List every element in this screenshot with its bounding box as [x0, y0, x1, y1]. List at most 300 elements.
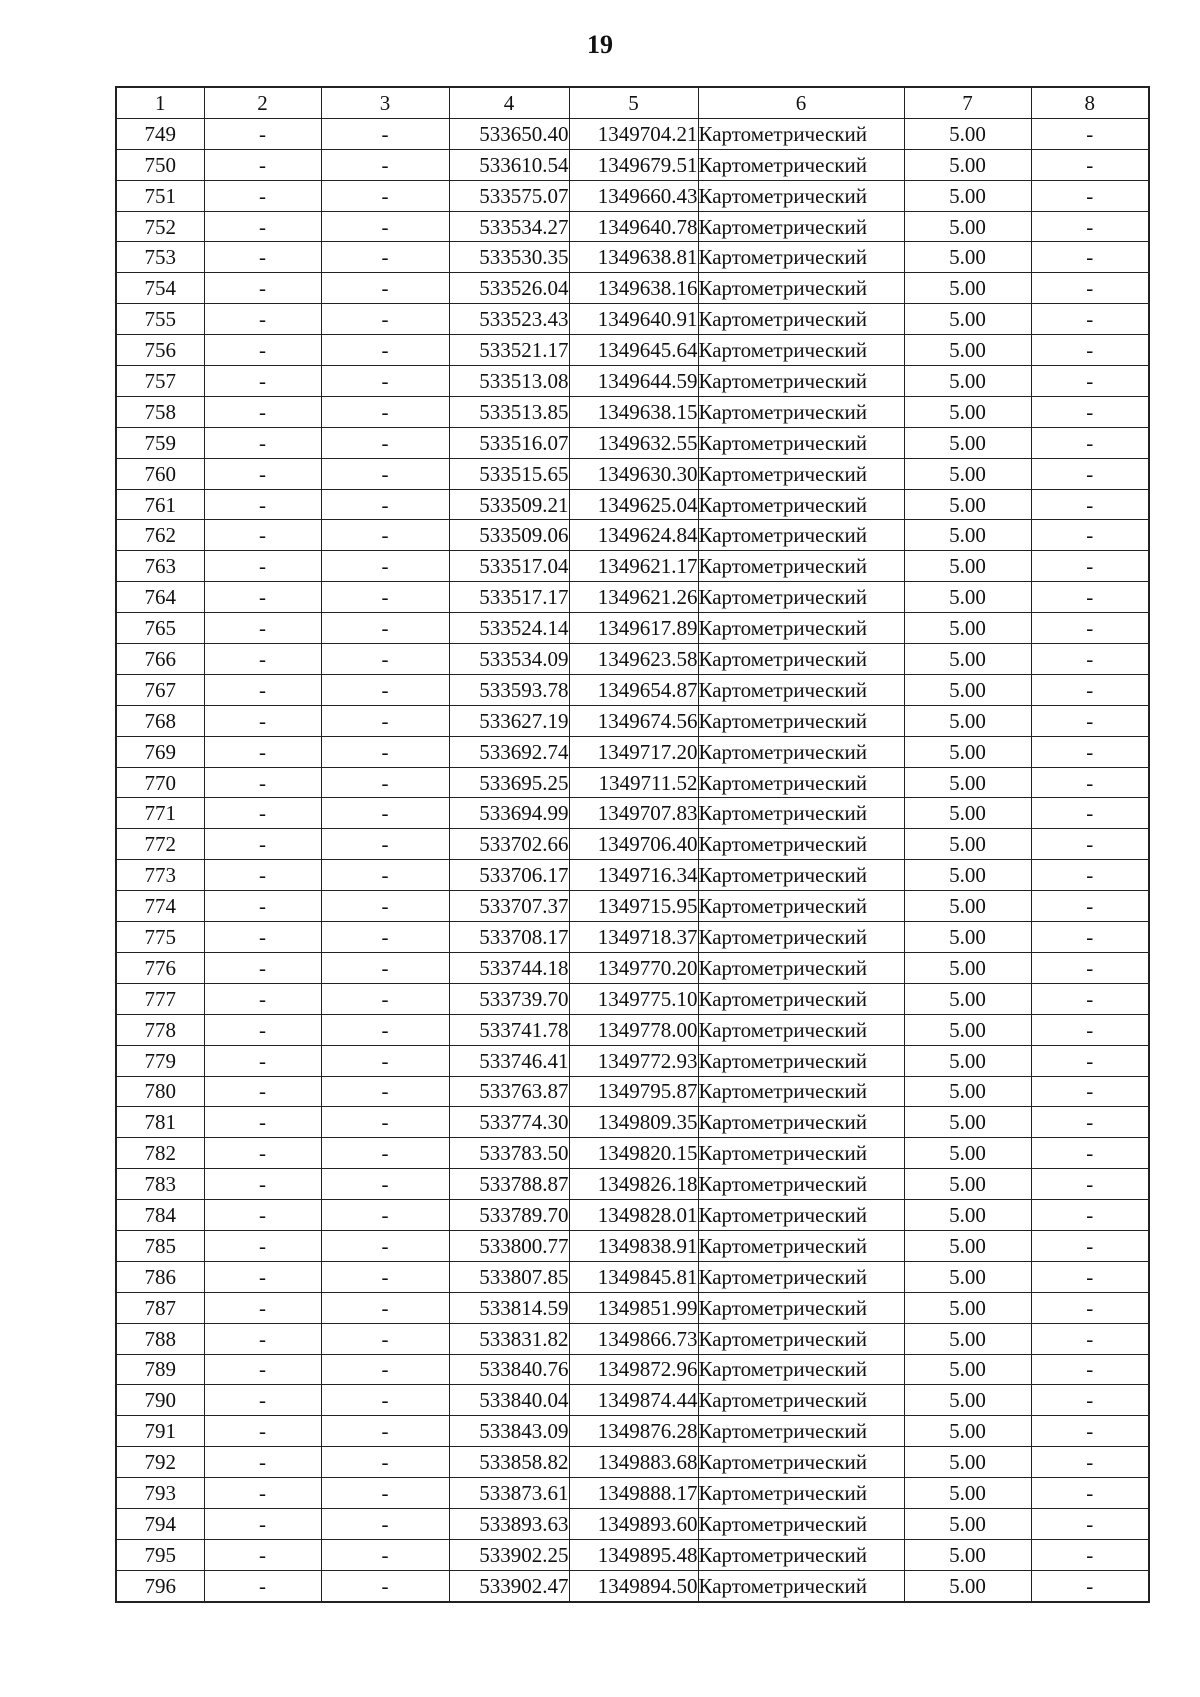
accuracy-cell: 5.00	[904, 952, 1031, 983]
point-number-cell: 774	[116, 891, 204, 922]
x-coordinate-cell: 533800.77	[449, 1230, 569, 1261]
page-number: 19	[587, 30, 613, 59]
method-cell: Картометрический	[698, 551, 904, 582]
col8-value-cell: -	[1031, 149, 1149, 180]
col2-value-cell: -	[204, 1138, 321, 1169]
accuracy-cell: 5.00	[904, 520, 1031, 551]
accuracy-cell: 5.00	[904, 396, 1031, 427]
accuracy-cell: 5.00	[904, 489, 1031, 520]
x-coordinate-cell: 533741.78	[449, 1014, 569, 1045]
col2-value-cell: -	[204, 1200, 321, 1231]
method-cell: Картометрический	[698, 1385, 904, 1416]
point-number-cell: 759	[116, 427, 204, 458]
x-coordinate-cell: 533515.65	[449, 458, 569, 489]
x-coordinate-cell: 533858.82	[449, 1447, 569, 1478]
method-cell: Картометрический	[698, 273, 904, 304]
table-row	[116, 582, 1149, 613]
col2-value-cell: -	[204, 1014, 321, 1045]
x-coordinate-cell: 533513.08	[449, 366, 569, 397]
col8-value-cell: -	[1031, 1261, 1149, 1292]
col2-value-cell: -	[204, 674, 321, 705]
method-cell: Картометрический	[698, 798, 904, 829]
col8-value-cell: -	[1031, 1478, 1149, 1509]
accuracy-cell: 5.00	[904, 1416, 1031, 1447]
table-row	[116, 922, 1149, 953]
table-row	[116, 520, 1149, 551]
col8-value-cell: -	[1031, 1508, 1149, 1539]
accuracy-cell: 5.00	[904, 551, 1031, 582]
col3-value-cell: -	[321, 1076, 449, 1107]
point-number-cell: 756	[116, 335, 204, 366]
point-number-cell: 762	[116, 520, 204, 551]
col2-value-cell: -	[204, 860, 321, 891]
table-row	[116, 304, 1149, 335]
col2-value-cell: -	[204, 891, 321, 922]
method-cell: Картометрический	[698, 674, 904, 705]
col8-value-cell: -	[1031, 489, 1149, 520]
col3-value-cell: -	[321, 798, 449, 829]
x-coordinate-cell: 533744.18	[449, 952, 569, 983]
table-row	[116, 1076, 1149, 1107]
col3-value-cell: -	[321, 613, 449, 644]
col8-value-cell: -	[1031, 242, 1149, 273]
accuracy-cell: 5.00	[904, 829, 1031, 860]
y-coordinate-cell: 1349809.35	[569, 1107, 698, 1138]
x-coordinate-cell: 533843.09	[449, 1416, 569, 1447]
y-coordinate-cell: 1349826.18	[569, 1169, 698, 1200]
accuracy-cell: 5.00	[904, 1107, 1031, 1138]
method-cell: Картометрический	[698, 489, 904, 520]
y-coordinate-cell: 1349883.68	[569, 1447, 698, 1478]
point-number-cell: 772	[116, 829, 204, 860]
point-number-cell: 769	[116, 736, 204, 767]
x-coordinate-cell: 533763.87	[449, 1076, 569, 1107]
col3-value-cell: -	[321, 1570, 449, 1601]
accuracy-cell: 5.00	[904, 1076, 1031, 1107]
accuracy-cell: 5.00	[904, 767, 1031, 798]
col3-value-cell: -	[321, 335, 449, 366]
point-number-cell: 758	[116, 396, 204, 427]
col8-value-cell: -	[1031, 1416, 1149, 1447]
point-number-cell: 773	[116, 860, 204, 891]
table-row	[116, 613, 1149, 644]
col8-value-cell: -	[1031, 644, 1149, 675]
x-coordinate-cell: 533534.09	[449, 644, 569, 675]
col8-value-cell: -	[1031, 335, 1149, 366]
accuracy-cell: 5.00	[904, 891, 1031, 922]
table-row	[116, 798, 1149, 829]
col8-value-cell: -	[1031, 1076, 1149, 1107]
x-coordinate-cell: 533650.40	[449, 118, 569, 149]
table-row	[116, 674, 1149, 705]
table-row	[116, 767, 1149, 798]
point-number-cell: 751	[116, 180, 204, 211]
x-coordinate-cell: 533902.25	[449, 1539, 569, 1570]
col2-value-cell: -	[204, 829, 321, 860]
table-row	[116, 1014, 1149, 1045]
x-coordinate-cell: 533814.59	[449, 1292, 569, 1323]
point-number-cell: 763	[116, 551, 204, 582]
col3-value-cell: -	[321, 860, 449, 891]
accuracy-cell: 5.00	[904, 1385, 1031, 1416]
y-coordinate-cell: 1349654.87	[569, 674, 698, 705]
method-cell: Картометрический	[698, 613, 904, 644]
col2-value-cell: -	[204, 489, 321, 520]
table-row	[116, 1354, 1149, 1385]
col3-value-cell: -	[321, 520, 449, 551]
col8-value-cell: -	[1031, 551, 1149, 582]
y-coordinate-cell: 1349828.01	[569, 1200, 698, 1231]
col8-value-cell: -	[1031, 1014, 1149, 1045]
table-row	[116, 242, 1149, 273]
method-cell: Картометрический	[698, 1169, 904, 1200]
col3-value-cell: -	[321, 983, 449, 1014]
y-coordinate-cell: 1349640.91	[569, 304, 698, 335]
table-row	[116, 1138, 1149, 1169]
col3-value-cell: -	[321, 1169, 449, 1200]
column-header: 6	[698, 87, 904, 118]
col8-value-cell: -	[1031, 613, 1149, 644]
col8-value-cell: -	[1031, 1323, 1149, 1354]
method-cell: Картометрический	[698, 118, 904, 149]
method-cell: Картометрический	[698, 1539, 904, 1570]
col2-value-cell: -	[204, 1045, 321, 1076]
y-coordinate-cell: 1349623.58	[569, 644, 698, 675]
col2-value-cell: -	[204, 458, 321, 489]
col2-value-cell: -	[204, 952, 321, 983]
x-coordinate-cell: 533593.78	[449, 674, 569, 705]
col8-value-cell: -	[1031, 427, 1149, 458]
col3-value-cell: -	[321, 644, 449, 675]
col2-value-cell: -	[204, 736, 321, 767]
x-coordinate-cell: 533610.54	[449, 149, 569, 180]
col3-value-cell: -	[321, 273, 449, 304]
method-cell: Картометрический	[698, 736, 904, 767]
y-coordinate-cell: 1349895.48	[569, 1539, 698, 1570]
col3-value-cell: -	[321, 1200, 449, 1231]
col8-value-cell: -	[1031, 458, 1149, 489]
x-coordinate-cell: 533807.85	[449, 1261, 569, 1292]
accuracy-cell: 5.00	[904, 1230, 1031, 1261]
x-coordinate-cell: 533708.17	[449, 922, 569, 953]
table-row	[116, 1385, 1149, 1416]
x-coordinate-cell: 533902.47	[449, 1570, 569, 1601]
method-cell: Картометрический	[698, 396, 904, 427]
x-coordinate-cell: 533840.76	[449, 1354, 569, 1385]
col8-value-cell: -	[1031, 1539, 1149, 1570]
table-row	[116, 366, 1149, 397]
x-coordinate-cell: 533509.21	[449, 489, 569, 520]
method-cell: Картометрический	[698, 891, 904, 922]
col8-value-cell: -	[1031, 922, 1149, 953]
y-coordinate-cell: 1349775.10	[569, 983, 698, 1014]
accuracy-cell: 5.00	[904, 674, 1031, 705]
point-number-cell: 785	[116, 1230, 204, 1261]
x-coordinate-cell: 533788.87	[449, 1169, 569, 1200]
col2-value-cell: -	[204, 1261, 321, 1292]
col2-value-cell: -	[204, 242, 321, 273]
y-coordinate-cell: 1349630.30	[569, 458, 698, 489]
col3-value-cell: -	[321, 922, 449, 953]
y-coordinate-cell: 1349644.59	[569, 366, 698, 397]
y-coordinate-cell: 1349866.73	[569, 1323, 698, 1354]
method-cell: Картометрический	[698, 1508, 904, 1539]
col2-value-cell: -	[204, 705, 321, 736]
table-row	[116, 551, 1149, 582]
accuracy-cell: 5.00	[904, 458, 1031, 489]
col8-value-cell: -	[1031, 829, 1149, 860]
col3-value-cell: -	[321, 489, 449, 520]
accuracy-cell: 5.00	[904, 180, 1031, 211]
col2-value-cell: -	[204, 644, 321, 675]
accuracy-cell: 5.00	[904, 983, 1031, 1014]
x-coordinate-cell: 533517.17	[449, 582, 569, 613]
col3-value-cell: -	[321, 180, 449, 211]
method-cell: Картометрический	[698, 1076, 904, 1107]
method-cell: Картометрический	[698, 644, 904, 675]
method-cell: Картометрический	[698, 582, 904, 613]
col2-value-cell: -	[204, 1107, 321, 1138]
x-coordinate-cell: 533694.99	[449, 798, 569, 829]
x-coordinate-cell: 533739.70	[449, 983, 569, 1014]
table-row	[116, 1508, 1149, 1539]
col2-value-cell: -	[204, 180, 321, 211]
col3-value-cell: -	[321, 242, 449, 273]
accuracy-cell: 5.00	[904, 644, 1031, 675]
table-row	[116, 1292, 1149, 1323]
point-number-cell: 779	[116, 1045, 204, 1076]
x-coordinate-cell: 533526.04	[449, 273, 569, 304]
col2-value-cell: -	[204, 1447, 321, 1478]
table-row	[116, 1416, 1149, 1447]
col3-value-cell: -	[321, 1354, 449, 1385]
table-row	[116, 1107, 1149, 1138]
table-row	[116, 335, 1149, 366]
x-coordinate-cell: 533521.17	[449, 335, 569, 366]
col3-value-cell: -	[321, 1107, 449, 1138]
accuracy-cell: 5.00	[904, 335, 1031, 366]
col8-value-cell: -	[1031, 952, 1149, 983]
point-number-cell: 761	[116, 489, 204, 520]
x-coordinate-cell: 533831.82	[449, 1323, 569, 1354]
x-coordinate-cell: 533534.27	[449, 211, 569, 242]
method-cell: Картометрический	[698, 860, 904, 891]
point-number-cell: 783	[116, 1169, 204, 1200]
col3-value-cell: -	[321, 1230, 449, 1261]
col8-value-cell: -	[1031, 304, 1149, 335]
column-header: 7	[904, 87, 1031, 118]
method-cell: Картометрический	[698, 366, 904, 397]
col2-value-cell: -	[204, 1539, 321, 1570]
x-coordinate-cell: 533746.41	[449, 1045, 569, 1076]
y-coordinate-cell: 1349715.95	[569, 891, 698, 922]
y-coordinate-cell: 1349624.84	[569, 520, 698, 551]
method-cell: Картометрический	[698, 180, 904, 211]
table-row	[116, 396, 1149, 427]
point-number-cell: 794	[116, 1508, 204, 1539]
table-row	[116, 211, 1149, 242]
col2-value-cell: -	[204, 1570, 321, 1601]
y-coordinate-cell: 1349638.15	[569, 396, 698, 427]
point-number-cell: 777	[116, 983, 204, 1014]
point-number-cell: 757	[116, 366, 204, 397]
method-cell: Картометрический	[698, 427, 904, 458]
x-coordinate-cell: 533873.61	[449, 1478, 569, 1509]
x-coordinate-cell: 533702.66	[449, 829, 569, 860]
y-coordinate-cell: 1349838.91	[569, 1230, 698, 1261]
point-number-cell: 771	[116, 798, 204, 829]
col2-value-cell: -	[204, 582, 321, 613]
col3-value-cell: -	[321, 1014, 449, 1045]
col2-value-cell: -	[204, 149, 321, 180]
col2-value-cell: -	[204, 1416, 321, 1447]
col8-value-cell: -	[1031, 1138, 1149, 1169]
col2-value-cell: -	[204, 1508, 321, 1539]
x-coordinate-cell: 533840.04	[449, 1385, 569, 1416]
method-cell: Картометрический	[698, 1261, 904, 1292]
x-coordinate-cell: 533783.50	[449, 1138, 569, 1169]
y-coordinate-cell: 1349707.83	[569, 798, 698, 829]
col2-value-cell: -	[204, 1169, 321, 1200]
y-coordinate-cell: 1349894.50	[569, 1570, 698, 1601]
col2-value-cell: -	[204, 427, 321, 458]
accuracy-cell: 5.00	[904, 1447, 1031, 1478]
point-number-cell: 770	[116, 767, 204, 798]
accuracy-cell: 5.00	[904, 1138, 1031, 1169]
y-coordinate-cell: 1349679.51	[569, 149, 698, 180]
col8-value-cell: -	[1031, 860, 1149, 891]
x-coordinate-cell: 533893.63	[449, 1508, 569, 1539]
x-coordinate-cell: 533789.70	[449, 1200, 569, 1231]
col3-value-cell: -	[321, 1539, 449, 1570]
col2-value-cell: -	[204, 1478, 321, 1509]
y-coordinate-cell: 1349617.89	[569, 613, 698, 644]
method-cell: Картометрический	[698, 211, 904, 242]
y-coordinate-cell: 1349772.93	[569, 1045, 698, 1076]
col8-value-cell: -	[1031, 1107, 1149, 1138]
table-row	[116, 149, 1149, 180]
point-number-cell: 791	[116, 1416, 204, 1447]
col3-value-cell: -	[321, 705, 449, 736]
accuracy-cell: 5.00	[904, 427, 1031, 458]
col3-value-cell: -	[321, 1292, 449, 1323]
method-cell: Картометрический	[698, 952, 904, 983]
x-coordinate-cell: 533523.43	[449, 304, 569, 335]
y-coordinate-cell: 1349876.28	[569, 1416, 698, 1447]
accuracy-cell: 5.00	[904, 922, 1031, 953]
method-cell: Картометрический	[698, 1570, 904, 1601]
y-coordinate-cell: 1349851.99	[569, 1292, 698, 1323]
col3-value-cell: -	[321, 674, 449, 705]
col2-value-cell: -	[204, 1385, 321, 1416]
table-row	[116, 273, 1149, 304]
x-coordinate-cell: 533707.37	[449, 891, 569, 922]
col3-value-cell: -	[321, 1323, 449, 1354]
point-number-cell: 749	[116, 118, 204, 149]
column-header: 4	[449, 87, 569, 118]
accuracy-cell: 5.00	[904, 1292, 1031, 1323]
table-row	[116, 736, 1149, 767]
col2-value-cell: -	[204, 1292, 321, 1323]
accuracy-cell: 5.00	[904, 366, 1031, 397]
accuracy-cell: 5.00	[904, 736, 1031, 767]
point-number-cell: 781	[116, 1107, 204, 1138]
point-number-cell: 789	[116, 1354, 204, 1385]
method-cell: Картометрический	[698, 922, 904, 953]
accuracy-cell: 5.00	[904, 1323, 1031, 1354]
col3-value-cell: -	[321, 1447, 449, 1478]
col8-value-cell: -	[1031, 891, 1149, 922]
method-cell: Картометрический	[698, 242, 904, 273]
y-coordinate-cell: 1349820.15	[569, 1138, 698, 1169]
x-coordinate-cell: 533692.74	[449, 736, 569, 767]
table-row	[116, 952, 1149, 983]
y-coordinate-cell: 1349625.04	[569, 489, 698, 520]
col2-value-cell: -	[204, 396, 321, 427]
method-cell: Картометрический	[698, 1447, 904, 1478]
accuracy-cell: 5.00	[904, 211, 1031, 242]
table-row	[116, 118, 1149, 149]
col8-value-cell: -	[1031, 520, 1149, 551]
col3-value-cell: -	[321, 118, 449, 149]
accuracy-cell: 5.00	[904, 242, 1031, 273]
col8-value-cell: -	[1031, 180, 1149, 211]
point-number-cell: 766	[116, 644, 204, 675]
col3-value-cell: -	[321, 1385, 449, 1416]
col8-value-cell: -	[1031, 1200, 1149, 1231]
table-row	[116, 983, 1149, 1014]
col8-value-cell: -	[1031, 1354, 1149, 1385]
method-cell: Картометрический	[698, 1107, 904, 1138]
col3-value-cell: -	[321, 952, 449, 983]
point-number-cell: 792	[116, 1447, 204, 1478]
col2-value-cell: -	[204, 273, 321, 304]
x-coordinate-cell: 533517.04	[449, 551, 569, 582]
header-row	[116, 87, 1149, 118]
col2-value-cell: -	[204, 922, 321, 953]
point-number-cell: 776	[116, 952, 204, 983]
col8-value-cell: -	[1031, 582, 1149, 613]
accuracy-cell: 5.00	[904, 860, 1031, 891]
method-cell: Картометрический	[698, 705, 904, 736]
point-number-cell: 793	[116, 1478, 204, 1509]
accuracy-cell: 5.00	[904, 1200, 1031, 1231]
col2-value-cell: -	[204, 211, 321, 242]
table-row	[116, 1045, 1149, 1076]
y-coordinate-cell: 1349716.34	[569, 860, 698, 891]
accuracy-cell: 5.00	[904, 1478, 1031, 1509]
col8-value-cell: -	[1031, 366, 1149, 397]
y-coordinate-cell: 1349770.20	[569, 952, 698, 983]
x-coordinate-cell: 533513.85	[449, 396, 569, 427]
col3-value-cell: -	[321, 304, 449, 335]
col3-value-cell: -	[321, 1478, 449, 1509]
col3-value-cell: -	[321, 427, 449, 458]
table-row	[116, 489, 1149, 520]
point-number-cell: 754	[116, 273, 204, 304]
col8-value-cell: -	[1031, 1169, 1149, 1200]
col8-value-cell: -	[1031, 736, 1149, 767]
x-coordinate-cell: 533575.07	[449, 180, 569, 211]
point-number-cell: 782	[116, 1138, 204, 1169]
coordinates-table	[115, 86, 1150, 1603]
col3-value-cell: -	[321, 1508, 449, 1539]
method-cell: Картометрический	[698, 1416, 904, 1447]
accuracy-cell: 5.00	[904, 273, 1031, 304]
y-coordinate-cell: 1349717.20	[569, 736, 698, 767]
point-number-cell: 775	[116, 922, 204, 953]
col2-value-cell: -	[204, 304, 321, 335]
